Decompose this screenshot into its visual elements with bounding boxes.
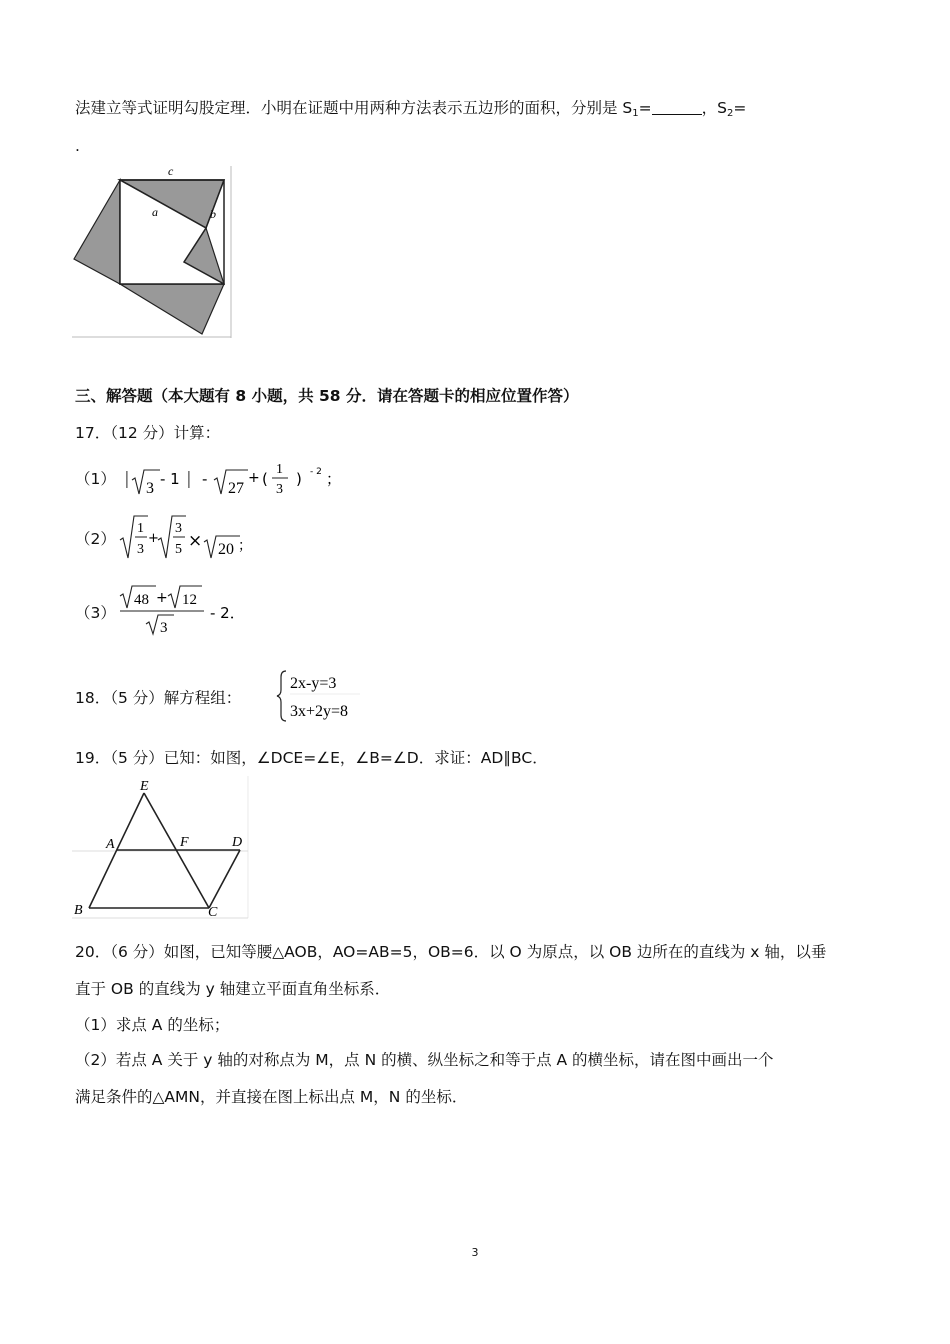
label-a: a	[152, 205, 158, 219]
svg-text:- 1: - 1	[160, 470, 180, 488]
q18-equation-system	[276, 668, 366, 724]
q17-part1-label: （1）	[75, 470, 116, 488]
intro-line: 法建立等式证明勾股定理．小明在证题中用两种方法表示五边形的面积，分别是 $S_1=$ ，$S_2=$	[75, 99, 747, 119]
svg-text:1: 1	[276, 462, 283, 477]
svg-text:；: ；	[326, 470, 342, 488]
q19-figure	[72, 776, 252, 921]
q20-line1: 20．（6 分）如图，已知等腰△AOB，AO=AB=5，OB=6．以 O 为原点，以 OB 边所在的直线为 x 轴，以垂	[75, 943, 827, 961]
pythagoras-figure	[72, 166, 234, 340]
q19-title: 19．（5 分）已知：如图，∠DCE=∠E，∠B=∠D．求证：AD∥BC．	[75, 749, 548, 767]
svg-text:+: +	[148, 531, 159, 546]
q17-part1-expression	[120, 456, 350, 500]
q17-part3-expression	[118, 584, 258, 636]
svg-text:3: 3	[276, 482, 283, 497]
svg-text:3: 3	[175, 521, 182, 536]
q17-part3-label: （3）	[75, 604, 116, 622]
label-D: D	[232, 835, 243, 850]
svg-text:-: -	[202, 470, 208, 488]
q18-title: 18．（5 分）解方程组：	[75, 689, 242, 707]
svg-text:12: 12	[182, 592, 197, 608]
svg-text:3x+2y=8: 3x+2y=8	[290, 703, 349, 720]
svg-text:5: 5	[175, 542, 182, 557]
svg-text:|: |	[124, 469, 130, 489]
svg-text:48: 48	[134, 592, 149, 608]
svg-text:+: +	[156, 590, 168, 606]
svg-text:20: 20	[218, 541, 234, 558]
q20-line5: 满足条件的△AMN，并直接在图上标出点 M，N 的坐标．	[75, 1088, 468, 1106]
q17-part2-expression	[118, 510, 258, 562]
svg-text:27: 27	[228, 480, 244, 497]
label-F: F	[180, 835, 189, 850]
section-heading: 三、解答题（本大题有 8 小题，共 58 分．请在答题卡的相应位置作答）	[75, 387, 579, 405]
q17-part2-label: （2）	[75, 530, 116, 548]
svg-text:3: 3	[137, 542, 144, 557]
page-number: 3	[471, 1246, 479, 1259]
svg-text:|: |	[186, 469, 192, 489]
q20-line2: 直于 OB 的直线为 y 轴建立平面直角坐标系．	[75, 980, 391, 998]
intro-line-end: .	[75, 137, 80, 155]
label-C: C	[208, 905, 218, 920]
label-B: B	[74, 903, 83, 918]
label-E: E	[140, 779, 149, 794]
svg-text:): )	[296, 470, 302, 488]
svg-text:(: (	[262, 470, 268, 488]
svg-text:- 2．: - 2．	[210, 604, 245, 622]
label-A: A	[106, 837, 115, 852]
svg-text:3: 3	[160, 620, 168, 636]
svg-text:2x-y=3: 2x-y=3	[290, 675, 337, 692]
svg-text:3: 3	[146, 480, 154, 497]
svg-text:- 2: - 2	[310, 467, 322, 477]
q20-line3: （1）求点 A 的坐标；	[75, 1016, 230, 1034]
q20-line4: （2）若点 A 关于 y 轴的对称点为 M，点 N 的横、纵坐标之和等于点 A 的横坐标，请在图中画出一个	[75, 1051, 774, 1069]
q17-title: 17．（12 分）计算：	[75, 424, 221, 442]
svg-text:；: ；	[238, 538, 252, 554]
label-c: c	[168, 166, 174, 178]
svg-text:1: 1	[137, 521, 144, 536]
svg-text:+: +	[248, 470, 260, 486]
label-b: b	[210, 207, 216, 221]
answer-blank-s1[interactable]	[652, 98, 702, 115]
svg-text:×: ×	[188, 531, 203, 551]
